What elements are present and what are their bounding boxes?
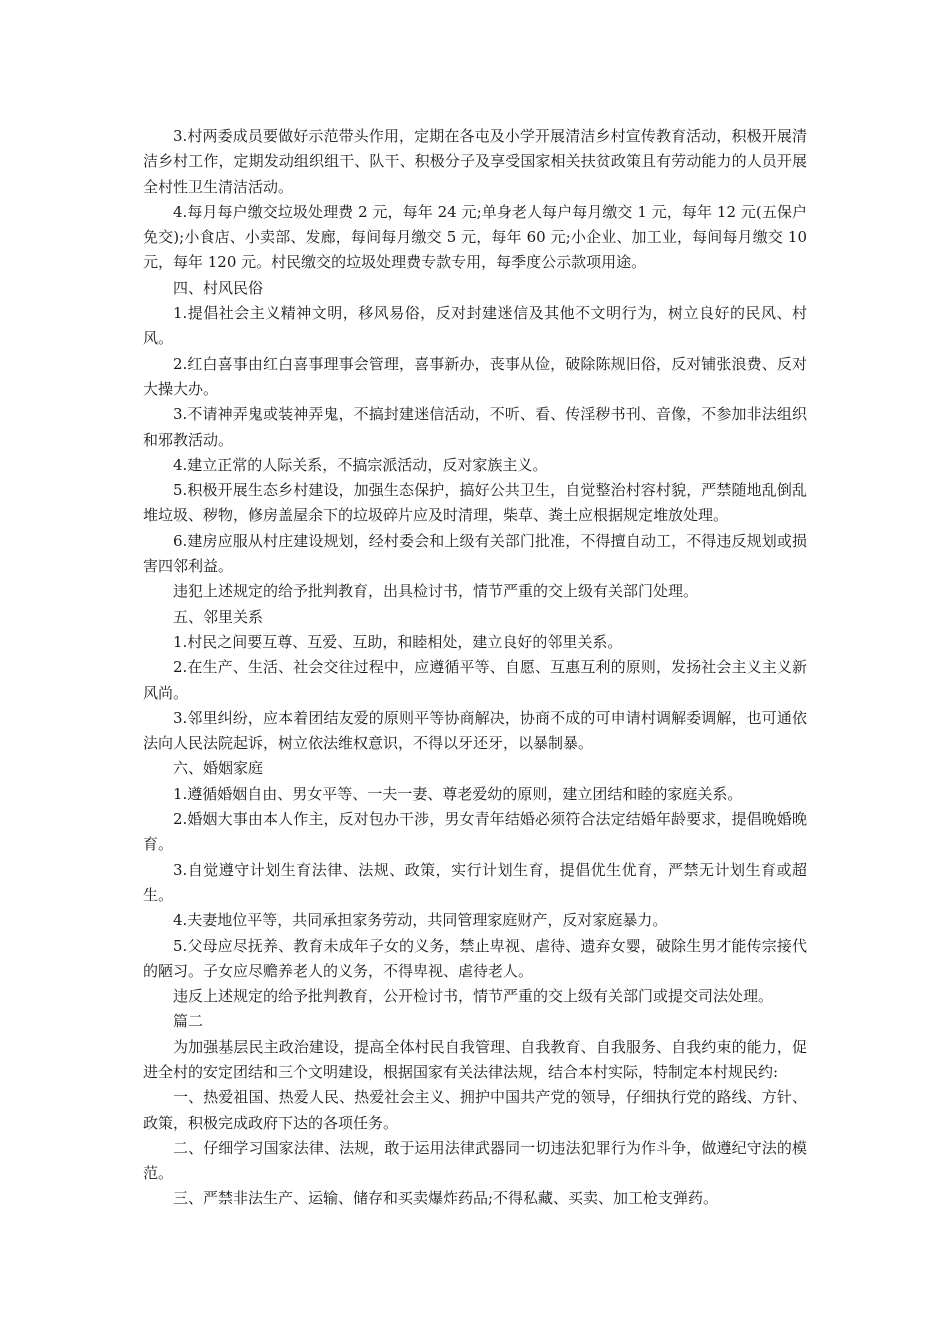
paragraph: 4.每月每户缴交垃圾处理费 2 元，每年 24 元;单身老人每户每月缴交 1 元，每年 12 元(五保户免交);小食店、小卖部、发廊，每间每月缴交 5 元，每年 60 元;小企业、加工业，每间每月缴交 10 元，每年 120 元。村民缴交的垃圾处理费专款专用，每季度公示款项用途。 — [143, 202, 807, 272]
paragraph: 2.婚姻大事由本人作主，反对包办干涉，男女青年结婚必须符合法定结婚年龄要求，提倡晚婚晚育。 — [143, 810, 807, 854]
paragraph: 违犯上述规定的给予批判教育，出具检讨书，情节严重的交上级有关部门处理。 — [173, 582, 699, 601]
paragraph: 2.在生产、生活、社会交往过程中，应遵循平等、自愿、互惠互利的原则，发扬社会主义主义新风尚。 — [143, 658, 807, 702]
paragraph: 二、仔细学习国家法律、法规，敢于运用法律武器同一切违法犯罪行为作斗争，做遵纪守法的模范。 — [143, 1138, 807, 1183]
document-body — [143, 124, 807, 1212]
paragraph: 5.父母应尽抚养、教育未成年子女的义务，禁止卑视、虐待、遗弃女婴，破除生男才能传宗接代的陋习。子女应尽赡养老人的义务，不得卑视、虐待老人。 — [143, 936, 807, 980]
paragraph: 1.遵循婚姻自由、男女平等、一夫一妻、尊老爱幼的原则，建立团结和睦的家庭关系。 — [173, 784, 743, 803]
paragraph: 3.不请神弄鬼或装神弄鬼，不搞封建迷信活动，不听、看、传淫秽书刊、音像，不参加非法组织和邪教活动。 — [143, 405, 807, 449]
section-heading: 四、村风民俗 — [173, 278, 264, 297]
section-heading: 五、邻里关系 — [173, 607, 264, 626]
paragraph: 4.夫妻地位平等，共同承担家务劳动，共同管理家庭财产，反对家庭暴力。 — [173, 911, 668, 930]
section-heading: 六、婚姻家庭 — [173, 759, 264, 778]
paragraph: 2.红白喜事由红白喜事理事会管理，喜事新办，丧事从俭，破除陈规旧俗，反对铺张浪费、反对大操大办。 — [143, 354, 807, 398]
paragraph: 5.积极开展生态乡村建设，加强生态保护，搞好公共卫生，自觉整治村容村貌，严禁随地乱倒乱堆垃圾、秽物，修房盖屋余下的垃圾碎片应及时清理，柴草、粪土应根据规定堆放处理。 — [143, 481, 807, 525]
paragraph: 为加强基层民主政治建设，提高全体村民自我管理、自我教育、自我服务、自我约束的能力，促进全村的安定团结和三个文明建设，根据国家有关法律法规，结合本村实际，特制定本村规民约: — [143, 1037, 807, 1081]
paragraph: 一、热爱祖国、热爱人民、热爱社会主义、拥护中国共产党的领导，仔细执行党的路线、方针、政策，积极完成政府下达的各项任务。 — [143, 1088, 807, 1132]
paragraph: 违反上述规定的给予批判教育，公开检讨书，情节严重的交上级有关部门或提交司法处理。 — [173, 987, 774, 1006]
paragraph: 1.提倡社会主义精神文明，移风易俗，反对封建迷信及其他不文明行为，树立良好的民风、村风。 — [143, 304, 807, 348]
paragraph: 3.自觉遵守计划生育法律、法规、政策，实行计划生育，提倡优生优育，严禁无计划生育或超生。 — [143, 860, 807, 904]
section-heading: 篇二 — [173, 1012, 204, 1031]
paragraph: 1.村民之间要互尊、互爱、互助，和睦相处，建立良好的邻里关系。 — [173, 632, 623, 651]
paragraph: 3.村两委成员要做好示范带头作用，定期在各屯及小学开展清洁乡村宣传教育活动，积极开展清洁乡村工作，定期发动组织组干、队干、积极分子及享受国家相关扶贫政策且有劳动能力的人员开展全村性卫生清洁活动。 — [143, 127, 807, 196]
paragraph: 3.邻里纠纷，应本着团结友爱的原则平等协商解决，协商不成的可申请村调解委调解，也可通依法向人民法院起诉，树立依法维权意识，不得以牙还牙，以暴制暴。 — [143, 708, 807, 753]
paragraph: 6.建房应服从村庄建设规划，经村委会和上级有关部门批准，不得擅自动工，不得违反规划或损害四邻利益。 — [143, 531, 807, 576]
paragraph: 三、严禁非法生产、运输、储存和买卖爆炸药品;不得私藏、买卖、加工枪支弹药。 — [173, 1189, 719, 1208]
paragraph: 4.建立正常的人际关系，不搞宗派活动，反对家族主义。 — [173, 455, 548, 474]
